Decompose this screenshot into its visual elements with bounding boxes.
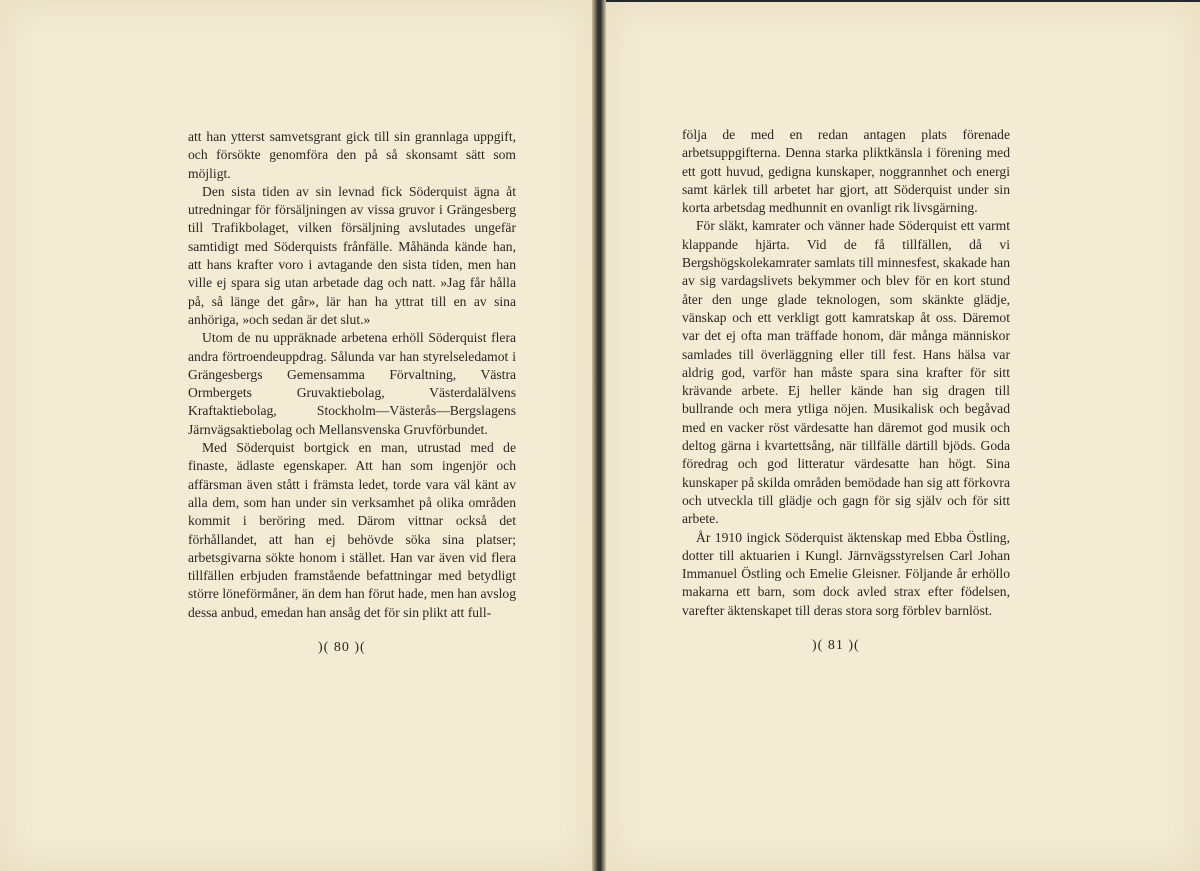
right-paragraph-2: För släkt, kamrater och vänner hade Söderquist ett varmt klappande hjärta. Vid de få tillfällen, då vi Bergshögskolekamrater samlats till minnesfest, skakade han av sig vardagslivets bekymmer och blev för en kort stund åter den unge glade teknologen, som skänkte glädje, vänskap och ett verkligt gott kamratskap åt oss. Däremot var det ej ofta man träffade honom, där många människor samlades till överläggning eller till fest. Hans hälsa var aldrig god, varför han måste spara sina krafter för sitt krävande arbete. Ej heller kände han sig dragen till bullrande och mera ytliga nöjen. Musikalisk och begåvad med en vacker röst värdesatte han däremot god musik och deltog gärna i kvartettsång, när tillfälle därtill bjöds. Goda föredrag och god litteratur värdesatte han högt. Sina kunskaper på skilda områden bemödade han sig att förkovra och utveckla till glädje och gagn för sig själv och för sitt arbete. [682,218,1010,527]
right-page-number: )( 81 )( [812,638,860,653]
right-text-column [682,126,1010,620]
right-page [606,2,1200,871]
left-paragraph-1: att han ytterst samvetsgrant gick till sin grannlaga uppgift, och försökte genomföra den på så skonsamt sätt som möjligt. [188,129,516,181]
left-page-number: )( 80 )( [318,640,366,655]
left-paragraph-4: Med Söderquist bortgick en man, utrustad med de finaste, ädlaste egenskaper. Att han som ingenjör och affärsman även stått i främsta ledet, torde vara väl känt av alla dem, som han under sin verksamhet på olika områden kommit i beröring med. Därom vittnar också det förhållandet, att han ej behövde söka sina platser; arbetsgivarna sökte honom i stället. Han var även vid flera tillfällen erbjuden framstående befattningar med betydligt större löneförmåner, än dem han förut hade, men han avslog dessa anbud, emedan han ansåg det för sin plikt att full- [188,440,516,620]
book-gutter [592,0,606,871]
right-paragraph-1: följa de med en redan antagen plats förenade arbetsuppgifterna. Denna starka pliktkänsla i förening med ett gott huvud, gedigna kunskaper, noggrannhet och energi samt kärlek till arbetet har gjort, att Söderquist under sin korta arbetsdag medhunnit en ovanligt rik livsgärning. [682,127,1010,216]
left-paragraph-3: Utom de nu uppräknade arbetena erhöll Söderquist flera andra förtroendeuppdrag. Sålunda var han styrelseledamot i Grängesbergs Gemensamma Förvaltning, Västra Ormbergets Gruvaktiebolag, Västerdalälvens Kraftaktiebolag, Stockholm—Västerås—Bergslagens Järnvägsaktiebolag och Mellansvenska Gruvförbundet. [188,330,516,437]
left-text-column [188,128,516,622]
left-paragraph-2: Den sista tiden av sin levnad fick Söderquist ägna åt utredningar för försäljningen av vissa gruvor i Grängesberg till Trafikbolaget, vilken försäljning avslutades ungefär samtidigt med Söderquists frånfälle. Måhända kände han, att hans krafter voro i avtagande den sista tiden, men han ville ej spara sig utan arbetade dag och natt. »Jag får hålla på, så länge det går», lär han ha yttrat till en av sina anhöriga, »och sedan är det slut.» [188,183,516,327]
left-page [0,0,592,871]
right-paragraph-3: År 1910 ingick Söderquist äktenskap med Ebba Östling, dotter till aktuarien i Kungl. Järnvägsstyrelsen Carl Johan Immanuel Östling och Emelie Gleisner. Följande år erhöllo makarna ett barn, som dock avled strax efter födelsen, varefter äktenskapet till deras stora sorg förblev barnlöst. [682,529,1010,618]
